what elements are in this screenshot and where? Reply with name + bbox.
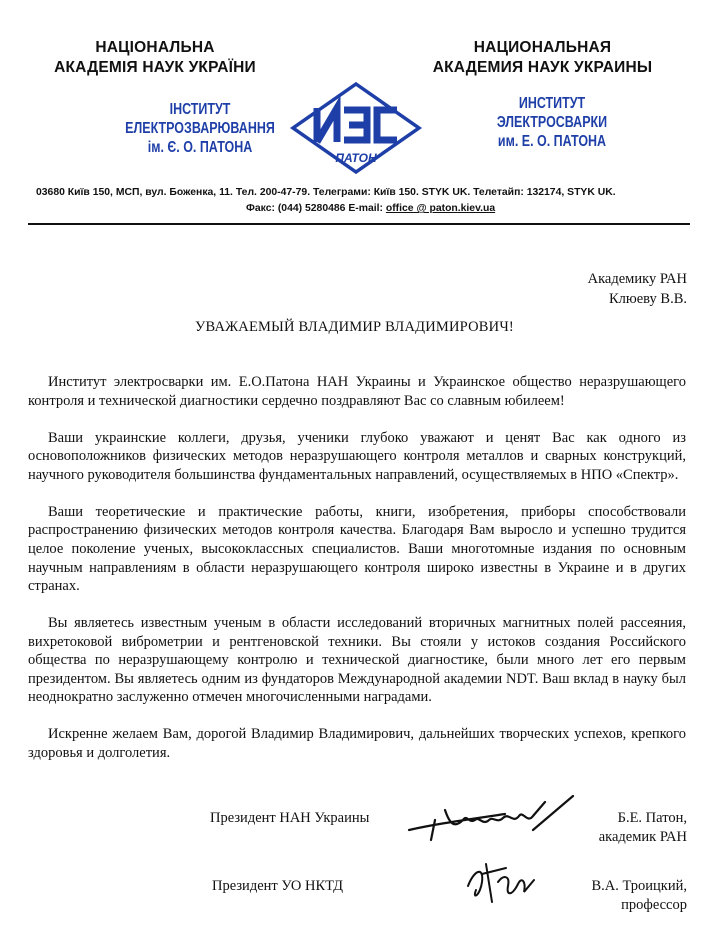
contact-line (246, 202, 495, 216)
paragraph: Институт электросварки им. Е.О.Патона НАН Украины и Украинское общество неразрушающего контроля и технической диагностики сердечно поздравляют Вас со славным юбилеем! (28, 374, 686, 409)
signatory-name: В.А. Троицкий, (591, 878, 687, 894)
paragraph: Вы являетесь известным ученым в области исследований вторичных магнитных полей рассеяния, вихретоковой виброметрии и рентгеновской техники. Вы стояли у истоков создания Российского общества по неразрушающему контролю и технической диагностике, были много лет его первым президентом. Вы являетесь одним из фундаторов Международной академии NDT. Ваш вклад в науку был неоднократно заслуженно отмечен многочисленными наградами. (28, 615, 686, 706)
org-name-ukrainian (20, 38, 290, 78)
addressee-line2: Клюеву В.В. (609, 291, 687, 307)
signatory-role: академик РАН (598, 829, 687, 845)
salutation: УВАЖАЕМЫЙ ВЛАДИМИР ВЛАДИМИРОВИЧ! (195, 319, 514, 335)
inst-ru-line2: ЭЛЕКТРОСВАРКИ (496, 114, 608, 131)
inst-ru-line3: им. Е. О. ПАТОНА (497, 133, 607, 150)
signatory-title-2: Президент УО НКТД (212, 878, 343, 894)
signatory-name: Б.Е. Патон, (617, 810, 687, 826)
letterhead-divider (28, 223, 690, 225)
institute-name-ukrainian (122, 100, 278, 157)
inst-ua-line2: ЕЛЕКТРОЗВАРЮВАННЯ (125, 120, 275, 137)
institute-name-russian (474, 94, 630, 151)
fax-text: Факс: (044) 5280486 E-mail: (246, 203, 386, 214)
email-link[interactable]: office @ paton.kiev.ua (385, 203, 496, 214)
institute-logo (289, 80, 423, 174)
org-ua-line1: НАЦІОНАЛЬНА (95, 39, 215, 56)
org-ru-line2: АКАДЕМИЯ НАУК УКРАИНЫ (432, 59, 653, 76)
signatory-name-2 (591, 877, 687, 915)
org-name-russian (395, 38, 690, 78)
inst-ua-line3: ім. Є. О. ПАТОНА (147, 139, 253, 156)
inst-ua-line1: ІНСТИТУТ (169, 101, 231, 118)
letter-body (28, 373, 686, 781)
paragraph: Искренне желаем Вам, дорогой Владимир Владимирович, дальнейших творческих успехов, крепкого здоровья и долголетия. (28, 726, 686, 762)
address-line: 03680 Київ 150, МСП, вул. Боженка, 11. Тел. 200-47-79. Телеграми: Київ 150. STYK UK. Телетайп: 132174, STYK UK. (36, 187, 616, 198)
handwritten-signature-2 (462, 856, 542, 906)
addressee-block (588, 269, 687, 309)
handwritten-signature-1 (405, 790, 575, 845)
inst-ru-line1: ИНСТИТУТ (518, 95, 586, 112)
org-ru-line1: НАЦИОНАЛЬНАЯ (473, 39, 612, 56)
paragraph: Ваши украинские коллеги, друзья, ученики глубоко уважают и ценят Вас как одного из основоположников физических методов неразрушающего контроля металлов и сварных конструкций, научного руководителя большинства фундаментальных направлений, осуществляемых в НПО «Спектр». (28, 429, 686, 483)
logo-subtext: ПАТОН (335, 151, 377, 165)
signatory-role: профессор (621, 897, 687, 913)
paragraph: Ваши теоретические и практические работы, книги, изобретения, приборы способствовали распространению физических методов контроля качества. Благодаря Вам выросло и успешно трудится целое поколение ученых, высококлассных специалистов. Ваши многотомные издания по основным научным направлениям в области неразрушающего контроля широко известны в Украине и в других странах. (28, 503, 686, 595)
addressee-line1: Академику РАН (587, 271, 687, 287)
signatory-name-1 (599, 809, 687, 847)
signatory-title-1: Президент НАН Украины (210, 810, 370, 826)
org-ua-line2: АКАДЕМІЯ НАУК УКРАЇНИ (54, 59, 256, 76)
